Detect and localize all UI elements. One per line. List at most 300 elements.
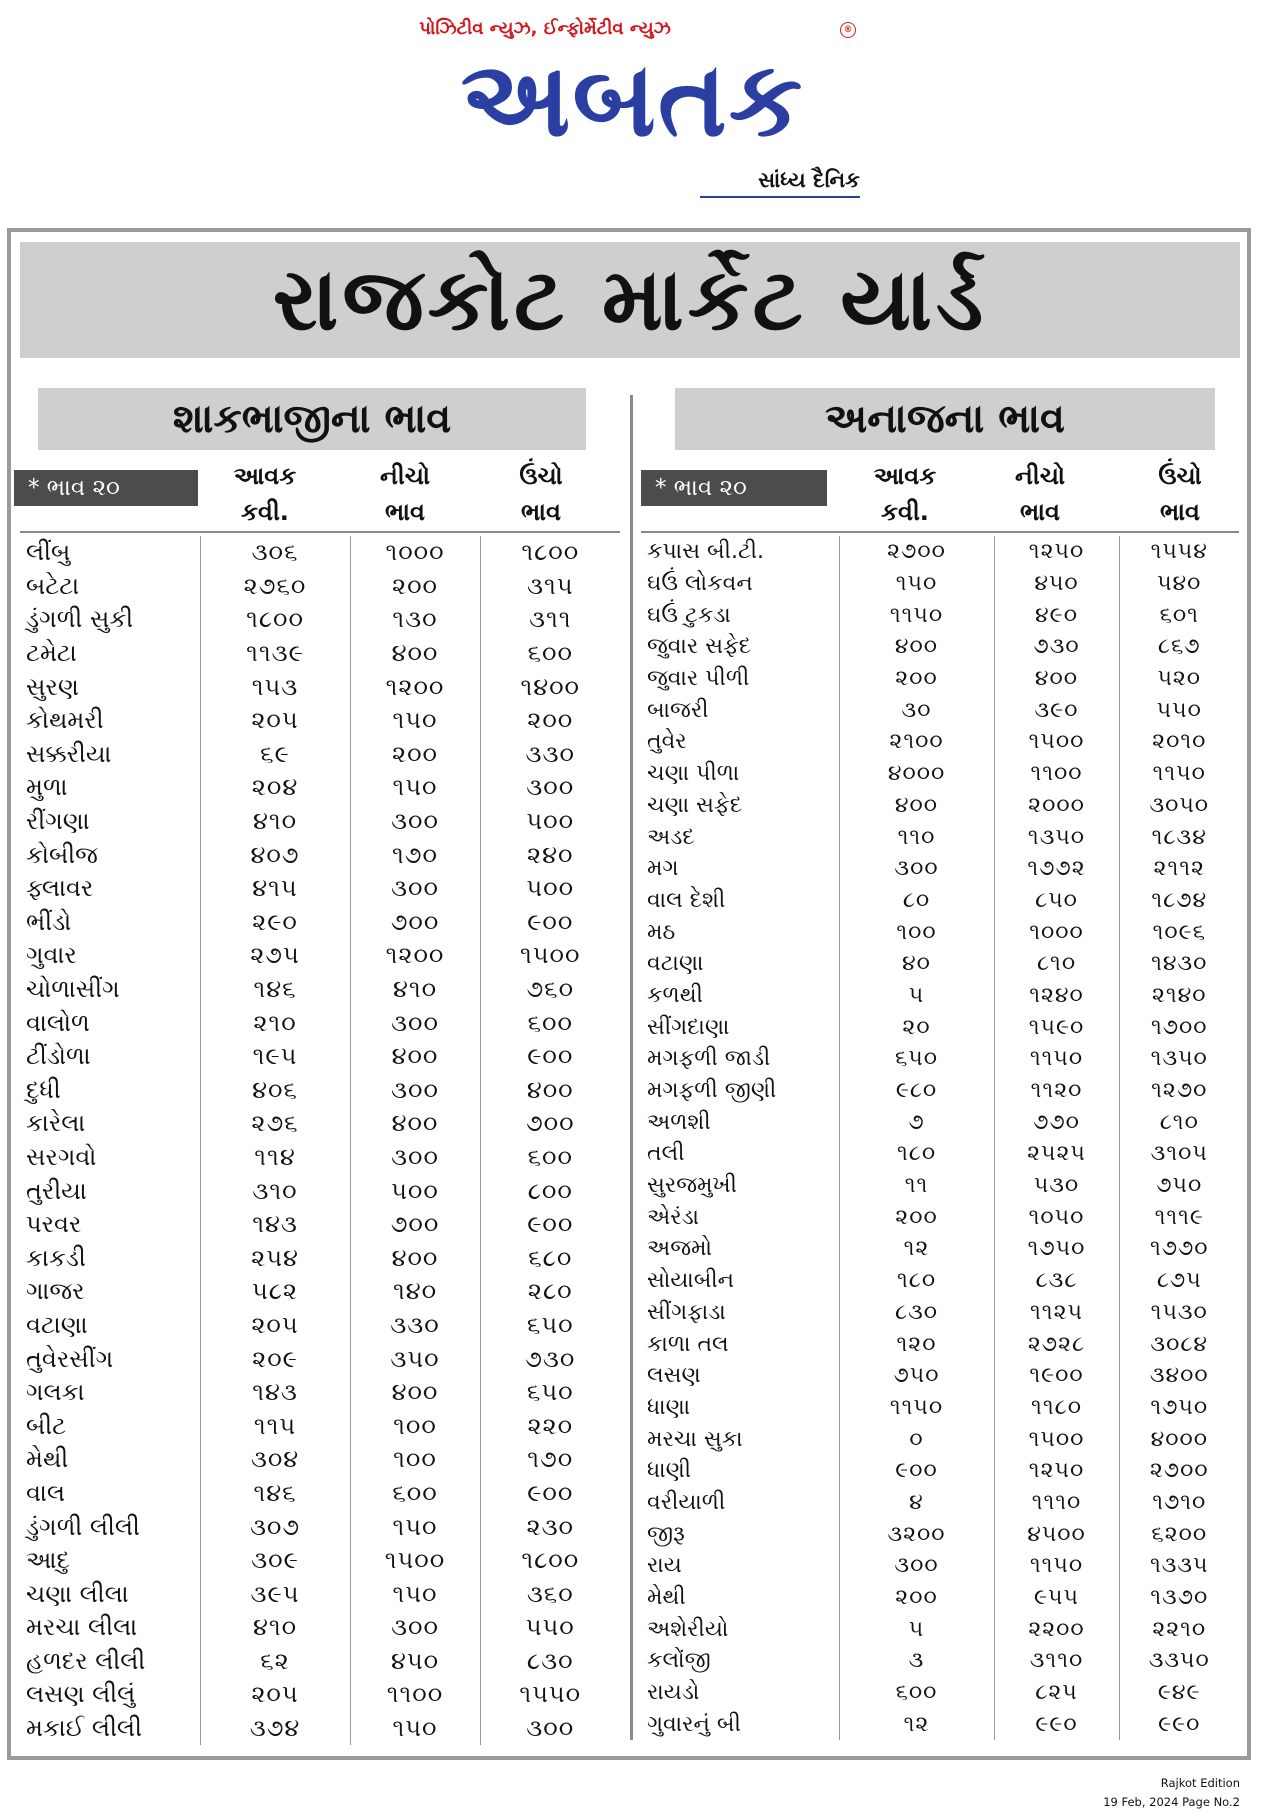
commodity-name: જુવાર પીળી: [647, 666, 750, 692]
table-row: [641, 1233, 1239, 1265]
commodity-name: લસણ લીલું: [26, 1680, 136, 1709]
high-price: ૯૦૦: [480, 1208, 620, 1242]
table-row: [641, 1011, 1239, 1043]
table-row: [20, 1443, 620, 1477]
commodity-name: ધાણા: [647, 1394, 691, 1420]
low-price: ૯૯૦: [994, 1708, 1119, 1740]
high-price: ૩૦૦: [480, 1712, 620, 1746]
high-price: ૩૬૦: [480, 1577, 620, 1611]
table-row: [20, 939, 620, 973]
commodity-name: મઠ: [647, 919, 676, 945]
arrival-value: ૨૦૦: [839, 1201, 994, 1233]
table-row: [20, 1611, 620, 1645]
low-price: ૪૦૦: [350, 1241, 480, 1275]
low-price: ૧૨૫૦: [994, 1455, 1119, 1487]
table-row: [20, 570, 620, 604]
arrival-value: ૭૫૦: [839, 1360, 994, 1392]
low-price: ૨૭૨૮: [994, 1328, 1119, 1360]
commodity-name: સક્કરીયા: [26, 739, 112, 768]
arrival-value: ૨૧૦૦: [839, 726, 994, 758]
arrival-value: ૫: [839, 980, 994, 1012]
high-price: ૮૬૭: [1119, 631, 1239, 663]
low-price: ૪૦૦: [350, 1040, 480, 1074]
commodity-name: સોયાબીન: [647, 1268, 735, 1294]
high-price: ૬૨૦૦: [1119, 1518, 1239, 1550]
commodity-name: વાલોળ: [26, 1008, 90, 1037]
grains-header-rule: [641, 531, 1239, 533]
low-price: ૧૦૦: [350, 1409, 480, 1443]
grains-col-high: ઉંચો ભાવ: [1158, 462, 1202, 526]
high-price: ૧૫૫૦: [480, 1678, 620, 1712]
low-price: ૧૦૦: [350, 1443, 480, 1477]
high-price: ૩૧૫: [480, 570, 620, 604]
arrival-value: ૯૦૦: [839, 1455, 994, 1487]
commodity-name: મરચા લીલા: [26, 1613, 138, 1642]
low-price: ૧૫૦: [350, 704, 480, 738]
low-price: ૧૫૦: [350, 771, 480, 805]
vegetables-header-rule: [20, 531, 620, 533]
low-price: ૧૨૦૦: [350, 939, 480, 973]
arrival-value: ૩૦૪: [200, 1443, 350, 1477]
table-row: [20, 973, 620, 1007]
arrival-value: ૧૫૩: [200, 670, 350, 704]
table-row: [641, 1582, 1239, 1614]
low-price: ૩૦૦: [350, 1006, 480, 1040]
high-price: ૧૮૦૦: [480, 1544, 620, 1578]
commodity-name: ગુવારનું બી: [647, 1711, 741, 1737]
table-row: [641, 726, 1239, 758]
arrival-value: ૪૦૦૦: [839, 758, 994, 790]
commodity-name: ગાજર: [26, 1277, 85, 1306]
table-row: [641, 916, 1239, 948]
arrival-value: ૬૨: [200, 1645, 350, 1679]
arrival-value: ૨૦૫: [200, 1678, 350, 1712]
arrival-value: ૨૦૪: [200, 771, 350, 805]
commodity-name: વરીયાળી: [647, 1489, 726, 1515]
commodity-name: મગફળી જીણી: [647, 1078, 777, 1104]
edition-date-page: 19 Feb, 2024 Page No.2: [1103, 1795, 1240, 1809]
low-price: ૪૫૦૦: [994, 1518, 1119, 1550]
high-price: ૧૫૫૪: [1119, 536, 1239, 568]
commodity-name: કપાસ બી.ટી.: [647, 539, 765, 565]
table-row: [641, 885, 1239, 917]
high-price: ૧૪૩૦: [1119, 948, 1239, 980]
arrival-value: ૩: [839, 1645, 994, 1677]
high-price: ૨૭૦૦: [1119, 1455, 1239, 1487]
high-price: ૬૦૦: [480, 637, 620, 671]
arrival-value: ૦: [839, 1423, 994, 1455]
low-price: ૭૩૦: [994, 631, 1119, 663]
table-row: [20, 1409, 620, 1443]
high-price: ૧૨૭૦: [1119, 1075, 1239, 1107]
table-row: [20, 670, 620, 704]
low-price: ૨૨૦૦: [994, 1613, 1119, 1645]
table-row: [641, 1613, 1239, 1645]
commodity-name: દુધી: [26, 1075, 61, 1104]
table-row: [641, 1201, 1239, 1233]
commodity-name: બાજરી: [647, 697, 709, 723]
commodity-name: ફ્લાવર: [26, 874, 94, 903]
commodity-name: અજમો: [647, 1236, 713, 1262]
commodity-name: અળશી: [647, 1109, 711, 1135]
arrival-value: ૪૦૭: [200, 838, 350, 872]
tagline: પોઝિટીવ ન્યુઝ, ઈન્ફોર્મેટીવ ન્યુઝ: [419, 18, 671, 39]
commodity-name: રીંગણા: [26, 807, 90, 836]
commodity-name: ટીંડોળા: [26, 1042, 91, 1071]
low-price: ૧૨૦૦: [350, 670, 480, 704]
high-price: ૯૦૦: [480, 1040, 620, 1074]
low-price: ૩૧૧૦: [994, 1645, 1119, 1677]
arrival-value: ૧૧૦: [839, 821, 994, 853]
low-price: ૧૧૦૦: [350, 1678, 480, 1712]
table-row: [641, 1677, 1239, 1709]
low-price: ૧૭૭૨: [994, 853, 1119, 885]
table-row: [641, 1518, 1239, 1550]
table-row: [20, 1040, 620, 1074]
commodity-name: લસણ: [647, 1363, 701, 1389]
high-price: ૩૩૫૦: [1119, 1645, 1239, 1677]
table-row: [641, 790, 1239, 822]
table-row: [641, 1138, 1239, 1170]
commodity-name: વટાણા: [26, 1310, 88, 1339]
low-price: ૧૫૦૦: [994, 726, 1119, 758]
high-price: ૯૦૦: [480, 906, 620, 940]
edition-name: Rajkot Edition: [1160, 1776, 1240, 1790]
arrival-value: ૨૦: [839, 1011, 994, 1043]
edition-info: [1103, 1774, 1240, 1812]
arrival-value: ૨૦૯: [200, 1342, 350, 1376]
high-price: ૧૭૧૦: [1119, 1487, 1239, 1519]
commodity-name: એરંડા: [647, 1204, 700, 1230]
commodity-name: ટમેટા: [26, 639, 77, 668]
high-price: ૯૯૦: [1119, 1708, 1239, 1740]
arrival-value: ૪૦૦: [839, 790, 994, 822]
arrival-value: ૧૨૦: [839, 1328, 994, 1360]
high-price: ૨૪૦: [480, 838, 620, 872]
table-row: [20, 1074, 620, 1108]
grains-table: [641, 536, 1239, 1740]
table-row: [641, 821, 1239, 853]
table-row: [20, 536, 620, 570]
table-row: [641, 1170, 1239, 1202]
high-price: ૫૫૦: [1119, 694, 1239, 726]
table-row: [641, 1487, 1239, 1519]
low-price: ૧૧૧૦: [994, 1487, 1119, 1519]
arrival-value: ૩૦૭: [200, 1510, 350, 1544]
commodity-name: બટેટા: [26, 571, 80, 600]
high-price: ૩૪૦૦: [1119, 1360, 1239, 1392]
table-row: [20, 1510, 620, 1544]
arrival-value: ૯૮૦: [839, 1075, 994, 1107]
arrival-value: ૧૨: [839, 1708, 994, 1740]
table-row: [641, 1423, 1239, 1455]
vegetables-col-arrival: આવક કવી.: [233, 462, 297, 526]
table-row: [641, 1550, 1239, 1582]
commodity-name: ડુંગળી લીલી: [26, 1512, 140, 1541]
high-price: ૧૫૩૦: [1119, 1297, 1239, 1329]
grains-unit-label: * ભાવ ૨૦: [641, 470, 827, 506]
table-row: [641, 1328, 1239, 1360]
brand-underline: [700, 196, 860, 198]
low-price: ૭૦૦: [350, 906, 480, 940]
low-price: ૧૨૫૦: [994, 536, 1119, 568]
high-price: ૫૫૦: [480, 1611, 620, 1645]
high-price: ૭૦૦: [480, 1107, 620, 1141]
table-row: [641, 599, 1239, 631]
arrival-value: ૧૪૩: [200, 1376, 350, 1410]
table-row: [20, 1275, 620, 1309]
commodity-name: ઘઉં લોકવન: [647, 571, 753, 597]
arrival-value: ૧૪૬: [200, 973, 350, 1007]
arrival-value: ૧૮૦૦: [200, 603, 350, 637]
high-price: ૬૫૦: [480, 1376, 620, 1410]
arrival-value: ૨૫૪: [200, 1241, 350, 1275]
arrival-value: ૧૧૩૯: [200, 637, 350, 671]
commodity-name: બીટ: [26, 1411, 67, 1440]
commodity-name: સુરજમુખી: [647, 1173, 737, 1199]
commodity-name: અડદ: [647, 824, 695, 850]
arrival-value: ૩૨૦૦: [839, 1518, 994, 1550]
commodity-name: સુરણ: [26, 672, 79, 701]
commodity-name: સરગવો: [26, 1142, 97, 1171]
low-price: ૪૦૦: [994, 663, 1119, 695]
commodity-name: રાય: [647, 1553, 682, 1579]
commodity-name: વાલ: [26, 1478, 65, 1507]
high-price: ૬૮૦: [480, 1241, 620, 1275]
low-price: ૧૫૦: [350, 1510, 480, 1544]
commodity-name: તુવેરસીંગ: [26, 1344, 114, 1373]
low-price: ૧૧૨૫: [994, 1297, 1119, 1329]
table-row: [20, 1712, 620, 1746]
table-row: [20, 603, 620, 637]
low-price: ૩૦૦: [350, 872, 480, 906]
commodity-name: ભીંડો: [26, 907, 72, 936]
commodity-name: તુવેર: [647, 729, 687, 755]
low-price: ૧૧૨૦: [994, 1075, 1119, 1107]
low-price: ૩૩૦: [350, 1309, 480, 1343]
arrival-value: ૧૯૫: [200, 1040, 350, 1074]
arrival-value: ૧૮૦: [839, 1138, 994, 1170]
vegetables-heading: શાકભાજીના ભાવ: [38, 388, 586, 450]
high-price: ૧૮૭૪: [1119, 885, 1239, 917]
table-row: [641, 948, 1239, 980]
high-price: ૩૦૫૦: [1119, 790, 1239, 822]
low-price: ૯૫૫: [994, 1582, 1119, 1614]
arrival-value: ૧૧: [839, 1170, 994, 1202]
low-price: ૨૦૦૦: [994, 790, 1119, 822]
table-row: [20, 1174, 620, 1208]
low-price: ૧૫૦: [350, 1712, 480, 1746]
low-price: ૮૨૫: [994, 1677, 1119, 1709]
commodity-name: મકાઈ લીલી: [26, 1714, 142, 1743]
commodity-name: ગુવાર: [26, 941, 77, 970]
commodity-name: તુરીયા: [26, 1176, 87, 1205]
arrival-value: ૮૩૦: [839, 1297, 994, 1329]
high-price: ૫૦૦: [480, 805, 620, 839]
high-price: ૨૮૦: [480, 1275, 620, 1309]
arrival-value: ૩૦૯: [200, 1544, 350, 1578]
low-price: ૩૦૦: [350, 1074, 480, 1108]
commodity-name: લીંબુ: [26, 538, 71, 567]
arrival-value: ૪૧૦: [200, 1611, 350, 1645]
commodity-name: વટાણા: [647, 951, 704, 977]
low-price: ૮૫૦: [994, 885, 1119, 917]
table-row: [641, 758, 1239, 790]
table-row: [20, 1107, 620, 1141]
high-price: ૭૬૦: [480, 973, 620, 1007]
arrival-value: ૬૯: [200, 738, 350, 772]
arrival-value: ૭: [839, 1106, 994, 1138]
table-row: [20, 1208, 620, 1242]
high-price: ૧૭૭૦: [1119, 1233, 1239, 1265]
commodity-name: ચણા સફેદ: [647, 792, 742, 818]
arrival-value: ૩૭૪: [200, 1712, 350, 1746]
high-price: ૧૧૫૦: [1119, 758, 1239, 790]
low-price: ૬૦૦: [350, 1477, 480, 1511]
low-price: ૨૫૨૫: [994, 1138, 1119, 1170]
arrival-value: ૩૦: [839, 694, 994, 726]
table-row: [20, 805, 620, 839]
high-price: ૫૪૦: [1119, 568, 1239, 600]
table-row: [641, 1708, 1239, 1740]
arrival-value: ૨૧૦: [200, 1006, 350, 1040]
high-price: ૩૦૦: [480, 771, 620, 805]
high-price: ૧૫૦૦: [480, 939, 620, 973]
low-price: ૩૦૦: [350, 805, 480, 839]
arrival-value: ૬૫૦: [839, 1043, 994, 1075]
table-row: [20, 872, 620, 906]
commodity-name: ચણા પીળા: [647, 761, 740, 787]
arrival-value: ૨૭૫: [200, 939, 350, 973]
table-row: [641, 980, 1239, 1012]
commodity-name: ડુંગળી સુકી: [26, 605, 134, 634]
high-price: ૮૧૦: [1119, 1106, 1239, 1138]
high-price: ૬૦૧: [1119, 599, 1239, 631]
high-price: ૫૦૦: [480, 872, 620, 906]
table-row: [20, 1241, 620, 1275]
high-price: ૨૨૦: [480, 1409, 620, 1443]
arrival-value: ૨૭૬: [200, 1107, 350, 1141]
commodity-name: અશેરીયો: [647, 1616, 729, 1642]
commodity-name: સીંગફાડા: [647, 1299, 726, 1325]
low-price: ૧૧૦૦: [994, 758, 1119, 790]
commodity-name: હળદર લીલી: [26, 1646, 146, 1675]
low-price: ૧૦૦૦: [350, 536, 480, 570]
table-row: [641, 1075, 1239, 1107]
commodity-name: મેથી: [647, 1585, 686, 1611]
arrival-value: ૩૦૬: [200, 536, 350, 570]
table-row: [20, 906, 620, 940]
table-row: [641, 1392, 1239, 1424]
arrival-value: ૨૭૦૦: [839, 536, 994, 568]
low-price: ૮૧૦: [994, 948, 1119, 980]
low-price: ૧૦૫૦: [994, 1201, 1119, 1233]
commodity-name: કળથી: [647, 982, 703, 1008]
arrival-value: ૪૧૦: [200, 805, 350, 839]
arrival-value: ૨૭૬૦: [200, 570, 350, 604]
arrival-value: ૧૧૪: [200, 1141, 350, 1175]
arrival-value: ૮૦: [839, 885, 994, 917]
commodity-name: કારેલા: [26, 1109, 86, 1138]
high-price: ૧૩૩૫: [1119, 1550, 1239, 1582]
arrival-value: ૫: [839, 1613, 994, 1645]
arrival-value: ૧૧૫૦: [839, 1392, 994, 1424]
grains-col-arrival: આવક કવી.: [873, 462, 937, 526]
table-row: [20, 1309, 620, 1343]
high-price: ૧૩૫૦: [1119, 1043, 1239, 1075]
high-price: ૮૭૫: [1119, 1265, 1239, 1297]
page-title: રાજકોટ માર્કેટ યાર્ડ: [20, 242, 1240, 358]
table-row: [641, 1455, 1239, 1487]
arrival-value: ૩૦૦: [839, 853, 994, 885]
arrival-value: ૧૦૦: [839, 916, 994, 948]
high-price: ૨૦૧૦: [1119, 726, 1239, 758]
commodity-name: મુળા: [26, 773, 68, 802]
low-price: ૩૦૦: [350, 1141, 480, 1175]
low-price: ૪૫૦: [350, 1645, 480, 1679]
low-price: ૧૫૦૦: [994, 1423, 1119, 1455]
commodity-name: મગ: [647, 856, 679, 882]
commodity-name: કાળા તલ: [647, 1331, 729, 1357]
vegetables-table: [20, 536, 620, 1745]
commodity-name: ઘઉં ટુકડા: [647, 602, 731, 628]
table-row: [20, 1544, 620, 1578]
arrival-value: ૬૦૦: [839, 1677, 994, 1709]
arrival-value: ૨૯૦: [200, 906, 350, 940]
high-price: ૯૦૦: [480, 1477, 620, 1511]
arrival-value: ૧૧૫: [200, 1409, 350, 1443]
high-price: ૧૦૯૬: [1119, 916, 1239, 948]
table-row: [641, 1297, 1239, 1329]
commodity-name: જુવાર સફેદ: [647, 634, 752, 660]
high-price: ૩૧૧: [480, 603, 620, 637]
column-divider: [630, 395, 633, 1740]
high-price: ૭૩૦: [480, 1342, 620, 1376]
table-row: [20, 1141, 620, 1175]
low-price: ૧૭૫૦: [994, 1233, 1119, 1265]
low-price: ૮૩૮: [994, 1265, 1119, 1297]
low-price: ૭૦૦: [350, 1208, 480, 1242]
table-row: [20, 738, 620, 772]
low-price: ૧૩૦: [350, 603, 480, 637]
vegetables-unit-label: * ભાવ ૨૦: [14, 470, 198, 506]
high-price: ૩૩૦: [480, 738, 620, 772]
high-price: ૭૫૦: [1119, 1170, 1239, 1202]
low-price: ૪૯૦: [994, 599, 1119, 631]
table-row: [641, 1645, 1239, 1677]
commodity-name: પરવર: [26, 1210, 82, 1239]
arrival-value: ૨૦૦: [839, 1582, 994, 1614]
table-row: [20, 1645, 620, 1679]
table-row: [20, 838, 620, 872]
low-price: ૧૧૮૦: [994, 1392, 1119, 1424]
arrival-value: ૨૦૦: [839, 663, 994, 695]
low-price: ૩૦૦: [350, 1611, 480, 1645]
commodity-name: મેથી: [26, 1445, 69, 1474]
commodity-name: કલોંજી: [647, 1648, 711, 1674]
arrival-value: ૪૦૬: [200, 1074, 350, 1108]
low-price: ૧૫૦૦: [350, 1544, 480, 1578]
low-price: ૭૭૦: [994, 1106, 1119, 1138]
high-price: ૧૮૩૪: [1119, 821, 1239, 853]
table-row: [20, 704, 620, 738]
commodity-name: મગફળી જાડી: [647, 1046, 771, 1072]
brand-logo: અબતક: [460, 38, 805, 160]
low-price: ૪૦૦: [350, 1376, 480, 1410]
commodity-name: આદુ: [26, 1546, 70, 1575]
high-price: ૨૨૧૦: [1119, 1613, 1239, 1645]
table-row: [641, 1265, 1239, 1297]
